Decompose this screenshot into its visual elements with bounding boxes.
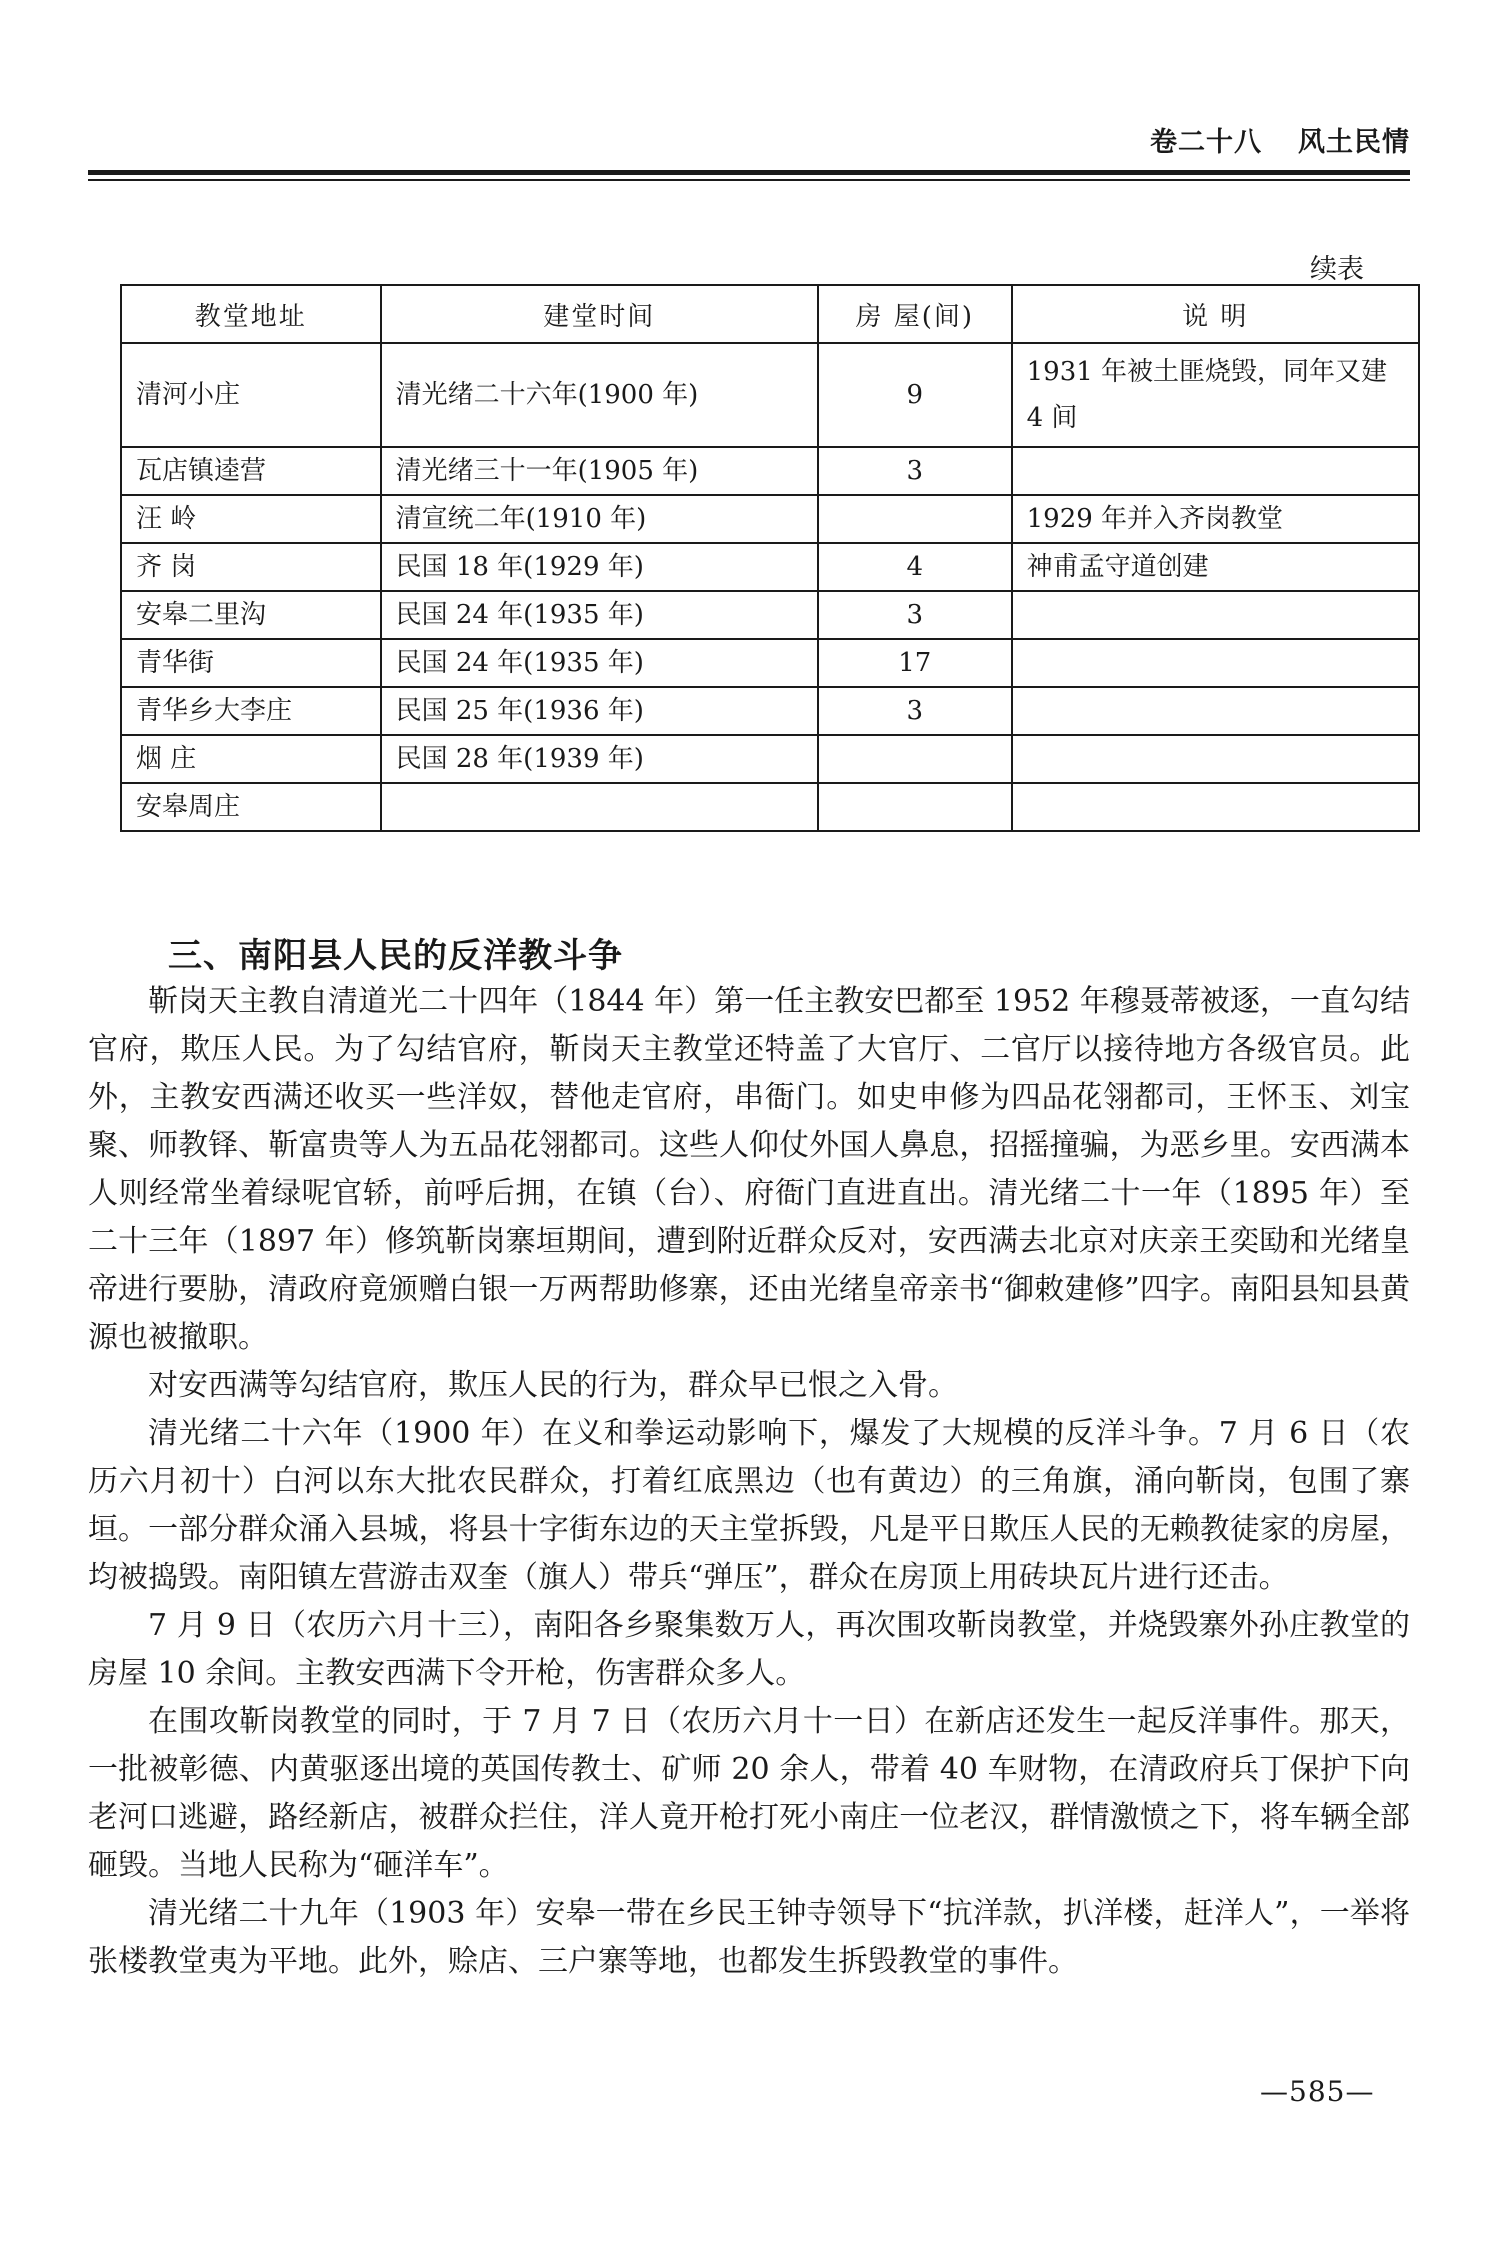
- cell-address: 瓦店镇逵营: [121, 447, 381, 495]
- cell-rooms: 3: [818, 591, 1012, 639]
- table-row: [121, 591, 1419, 639]
- cell-time: 民国 18 年(1929 年): [381, 543, 818, 591]
- column-header-address: 教堂地址: [121, 285, 381, 343]
- cell-time: 民国 24 年(1935 年): [381, 639, 818, 687]
- cell-rooms: 17: [818, 639, 1012, 687]
- table-row: [121, 343, 1419, 447]
- paragraph: 清光绪二十六年（1900 年）在义和拳运动影响下，爆发了大规模的反洋斗争。7 月 6 日（农历六月初十）白河以东大批农民群众，打着红底黑边（也有黄边）的三角旗，涌向靳岗，包围了寨垣。一部分群众涌入县城，将县十字街东边的天主堂拆毁，凡是平日欺压人民的无赖教徒家的房屋，均被捣毁。南阳镇左营游击双奎（旗人）带兵“弹压”，群众在房顶上用砖块瓦片进行还击。: [88, 1416, 1410, 1595]
- cell-rooms: [818, 735, 1012, 783]
- cell-note: [1012, 591, 1419, 639]
- header-rule-thick: [88, 170, 1410, 175]
- paragraph: 7 月 9 日（农历六月十三），南阳各乡聚集数万人，再次围攻靳岗教堂，并烧毁寨外孙庄教堂的房屋 10 余间。主教安西满下令开枪，伤害群众多人。: [88, 1608, 1410, 1691]
- cell-rooms: [818, 495, 1012, 543]
- page-number: —585—: [1260, 2075, 1375, 2108]
- cell-note: [1012, 639, 1419, 687]
- cell-address: 汪 岭: [121, 495, 381, 543]
- paragraph: 清光绪二十九年（1903 年）安皋一带在乡民王钟寺领导下“抗洋款，扒洋楼，赶洋人”，一举将张楼教堂夷为平地。此外，赊店、三户寨等地，也都发生拆毁教堂的事件。: [88, 1896, 1410, 1979]
- table-header-row: [121, 285, 1419, 343]
- cell-time: 清光绪三十一年(1905 年): [381, 447, 818, 495]
- table-row: [121, 495, 1419, 543]
- cell-note: [1012, 735, 1419, 783]
- cell-time: 清宣统二年(1910 年): [381, 495, 818, 543]
- cell-rooms: 3: [818, 687, 1012, 735]
- cell-rooms: 3: [818, 447, 1012, 495]
- cell-address: 安皋周庄: [121, 783, 381, 831]
- table-continued-label: 续表: [1310, 254, 1364, 285]
- table-row: [121, 687, 1419, 735]
- paragraph: 在围攻靳岗教堂的同时，于 7 月 7 日（农历六月十一日）在新店还发生一起反洋事件。那天，一批被彰德、内黄驱逐出境的英国传教士、矿师 20 余人，带着 40 车财物，在清政府兵丁保护下向老河口逃避，路经新店，被群众拦住，洋人竟开枪打死小南庄一位老汉，群情激愤之下，将车辆全部砸毁。当地人民称为“砸洋车”。: [88, 1704, 1410, 1883]
- table-row: [121, 543, 1419, 591]
- cell-address: 安皋二里沟: [121, 591, 381, 639]
- cell-time: [381, 783, 818, 831]
- cell-address: 齐 岗: [121, 543, 381, 591]
- cell-note: [1012, 687, 1419, 735]
- column-header-note: 说 明: [1012, 285, 1419, 343]
- header-title: 风土民情: [1298, 127, 1410, 158]
- header-chapter: 卷二十八: [1150, 127, 1262, 158]
- cell-time: 民国 28 年(1939 年): [381, 735, 818, 783]
- cell-note: [1012, 783, 1419, 831]
- cell-note: 1929 年并入齐岗教堂: [1012, 495, 1419, 543]
- cell-address: 清河小庄: [121, 343, 381, 447]
- church-table: [120, 284, 1420, 832]
- cell-time: 民国 24 年(1935 年): [381, 591, 818, 639]
- section-body: [88, 978, 1410, 1986]
- table-row: [121, 735, 1419, 783]
- column-header-rooms: 房 屋(间): [818, 285, 1012, 343]
- running-header: [88, 120, 1410, 160]
- cell-note: 神甫孟守道创建: [1012, 543, 1419, 591]
- cell-rooms: 4: [818, 543, 1012, 591]
- cell-note: 1931 年被土匪烧毁，同年又建 4 间: [1012, 343, 1419, 447]
- table-row: [121, 783, 1419, 831]
- cell-address: 烟 庄: [121, 735, 381, 783]
- cell-address: 青华街: [121, 639, 381, 687]
- paragraph: 靳岗天主教自清道光二十四年（1844 年）第一任主教安巴都至 1952 年穆聂蒂被逐，一直勾结官府，欺压人民。为了勾结官府，靳岗天主教堂还特盖了大官厅、二官厅以接待地方各级官员。此外，主教安西满还收买一些洋奴，替他走官府，串衙门。如史申修为四品花翎都司，王怀玉、刘宝聚、师教铎、靳富贵等人为五品花翎都司。这些人仰仗外国人鼻息，招摇撞骗，为恶乡里。安西满本人则经常坐着绿呢官轿，前呼后拥，在镇（台）、府衙门直进直出。清光绪二十一年（1895 年）至二十三年（1897 年）修筑靳岗寨垣期间，遭到附近群众反对，安西满去北京对庆亲王奕劻和光绪皇帝进行要胁，清政府竟颁赠白银一万两帮助修寨，还由光绪皇帝亲书“御敕建修”四字。南阳县知县黄源也被撤职。: [88, 984, 1410, 1355]
- cell-rooms: 9: [818, 343, 1012, 447]
- paragraph: 对安西满等勾结官府，欺压人民的行为，群众早已恨之入骨。: [148, 1368, 958, 1403]
- table-row: [121, 639, 1419, 687]
- cell-rooms: [818, 783, 1012, 831]
- cell-address: 青华乡大李庄: [121, 687, 381, 735]
- cell-time: 清光绪二十六年(1900 年): [381, 343, 818, 447]
- cell-time: 民国 25 年(1936 年): [381, 687, 818, 735]
- header-rule-thin: [88, 179, 1410, 181]
- section-title: 三、南阳县人民的反洋教斗争: [168, 936, 623, 976]
- cell-note: [1012, 447, 1419, 495]
- column-header-time: 建堂时间: [381, 285, 818, 343]
- table-row: [121, 447, 1419, 495]
